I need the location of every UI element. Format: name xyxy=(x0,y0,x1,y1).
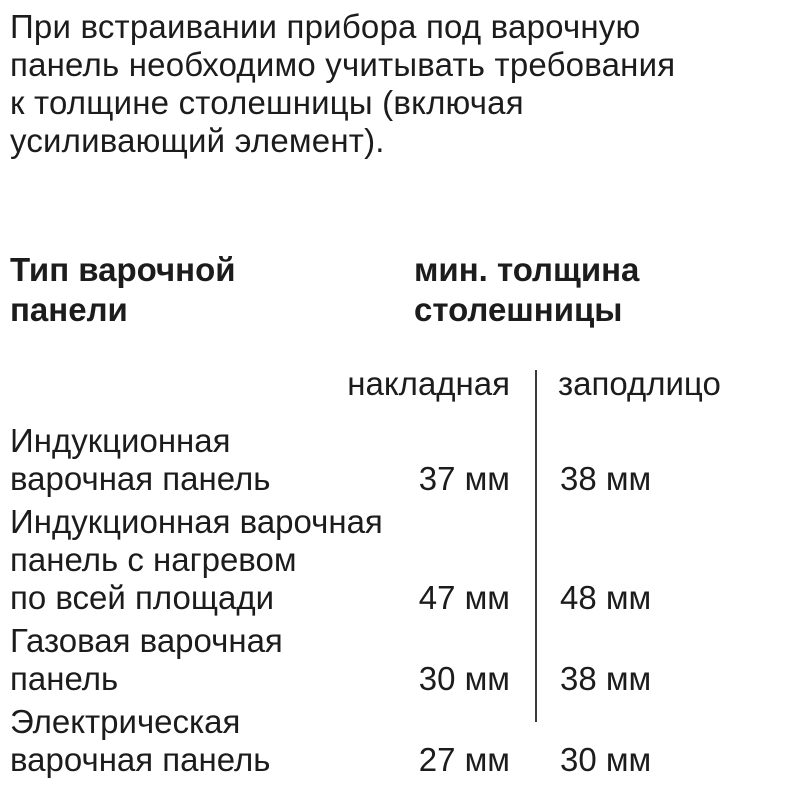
overlay-thickness-value: 47 мм xyxy=(418,579,510,616)
hob-type-line: варочная панель xyxy=(10,460,271,497)
subheader-overlay: накладная xyxy=(347,365,510,402)
column-header-line: столешницы xyxy=(414,291,623,328)
column-divider xyxy=(535,370,537,722)
flush-thickness-value: 30 мм xyxy=(560,741,652,778)
column-header-line: мин. толщина xyxy=(414,251,640,288)
flush-thickness-value: 38 мм xyxy=(560,460,652,497)
intro-paragraph xyxy=(10,8,790,160)
column-header-line: панели xyxy=(10,291,128,328)
intro-line: При встраивании прибора под варочную xyxy=(10,8,641,45)
hob-type-name xyxy=(10,422,270,498)
flush-thickness-value: 48 мм xyxy=(560,579,652,616)
hob-type-name xyxy=(10,503,383,617)
hob-type-line: панель с нагревом xyxy=(10,541,297,578)
subheader-flush: заподлицо xyxy=(558,365,721,402)
hob-type-line: Электрическая xyxy=(10,703,241,740)
overlay-thickness-value: 37 мм xyxy=(418,460,510,497)
overlay-thickness-value: 27 мм xyxy=(418,741,510,778)
column-header-line: Тип варочной xyxy=(10,251,236,288)
hob-type-line: Индукционная xyxy=(10,422,231,459)
hob-type-line: Газовая варочная xyxy=(10,622,283,659)
hob-type-name xyxy=(10,703,270,779)
intro-line: усиливающий элемент). xyxy=(10,122,385,159)
column-header-hob-type xyxy=(10,250,236,330)
column-header-min-thickness xyxy=(414,250,639,330)
flush-thickness-value: 38 мм xyxy=(560,660,652,697)
hob-type-line: по всей площади xyxy=(10,579,275,616)
hob-type-line: Индукционная варочная xyxy=(10,503,383,540)
intro-line: панель необходимо учитывать требования xyxy=(10,46,676,83)
hob-type-line: панель xyxy=(10,660,119,697)
overlay-thickness-value: 30 мм xyxy=(418,660,510,697)
hob-type-line: варочная панель xyxy=(10,741,271,778)
intro-line: к толщине столешницы (включая xyxy=(10,84,524,121)
hob-type-name xyxy=(10,622,283,698)
